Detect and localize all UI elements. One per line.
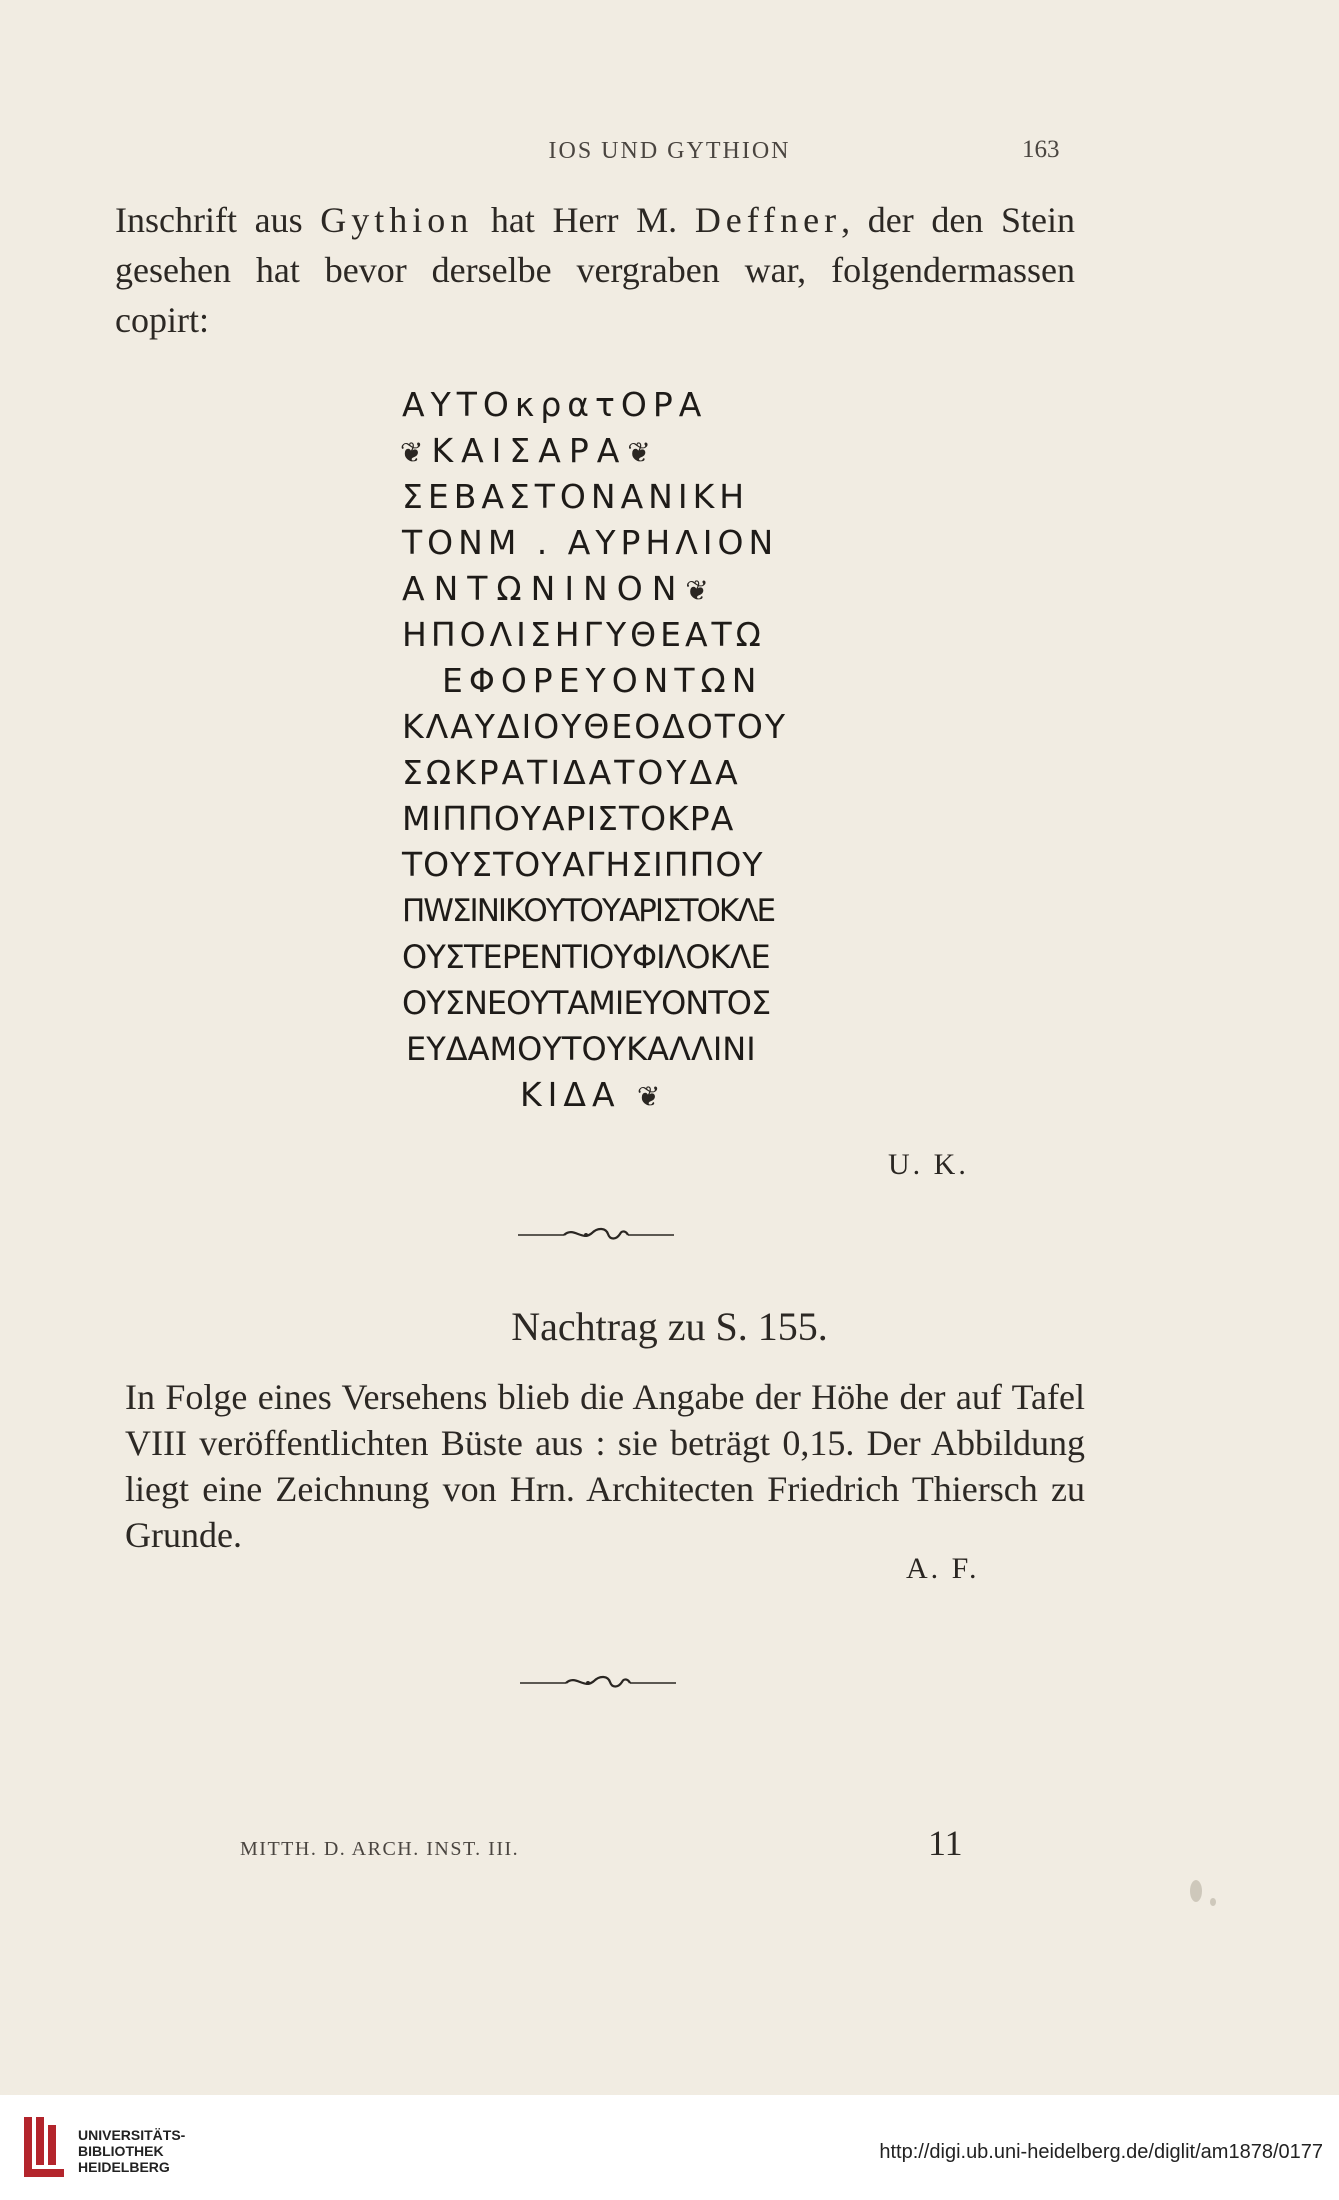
inscription-text: ΑΝΤΩΝΙΝΟΝ — [402, 569, 686, 608]
running-header: IOS UND GYTHION — [548, 138, 791, 164]
inscription-line: ΤΟΥΣΤΟΥΑΓΗΣΙΠΠΟΥ — [402, 845, 764, 884]
leaf-ornament-icon: ❦ — [400, 436, 432, 469]
inscription-text: ΚΙΔΑ — [520, 1075, 621, 1114]
paper-stain — [1190, 1880, 1202, 1902]
inscription-line: ΟΥΣΤΕΡΕΝΤΙΟΥΦΙΛΟΚΛΕ — [402, 938, 770, 976]
inscription-line: ΤΟΝΜ . ΑΥΡΗΛΙΟΝ — [402, 523, 779, 562]
leaf-ornament-icon: ❦ — [627, 436, 659, 469]
library-name-line: HEIDELBERG — [78, 2159, 170, 2175]
inscription-line: ΜΙΠΠΟΥΑΡΙΣΤΟΚΡΑ — [402, 799, 735, 838]
inscription-line — [400, 428, 659, 474]
separator-ornament-icon — [516, 1222, 676, 1246]
library-logo-icon — [20, 2115, 68, 2179]
inscription-line: ΕΦΟΡΕΥΟΝΤΩΝ — [442, 661, 763, 700]
inscription-line: ΠWΣΙΝΙΚΟΥΤΟΥΑΡΙΣΤΟΚΛΕ — [402, 893, 775, 929]
inscription-line: ΣΩΚΡΑΤΙΔΑΤΟΥΔΑ — [402, 753, 741, 792]
inscription-line: ΚΛΑΥΔΙΟΥΘΕΟΔΟΤΟΥ — [402, 707, 788, 746]
section-paragraph: In Folge eines Versehens blieb die Angabe der Höhe der auf Tafel VIII veröffentlichten Büste aus : sie beträgt 0,15. Der Abbildung liegt eine Zeichnung von Hrn. Architecten Friedrich Thiersch zu Grunde. — [125, 1377, 1085, 1555]
inscription-line: ΑΥΤΟκρατΟΡΑ — [402, 385, 708, 424]
intro-person: Deffner — [694, 200, 842, 240]
section-title: Nachtrag zu S. 155. — [511, 1304, 828, 1349]
leaf-ornament-icon: ❦ — [685, 574, 718, 607]
inscription-line — [520, 1072, 667, 1118]
library-footer — [0, 2095, 1339, 2200]
footer-reference: MITTH. D. ARCH. INST. III. — [240, 1838, 520, 1860]
intro-paragraph — [115, 195, 1075, 345]
intro-text: hat Herr M. — [473, 200, 695, 240]
intro-place: Gythion — [320, 200, 474, 240]
inscription-line: ΣΕΒΑΣΤΟΝΑΝΙΚΗ — [402, 477, 750, 516]
separator-ornament-icon — [518, 1670, 678, 1694]
signature-af: A. F. — [906, 1552, 980, 1585]
library-name — [78, 2127, 185, 2175]
paper-stain — [1210, 1898, 1216, 1906]
library-url-link[interactable]: http://digi.ub.uni-heidelberg.de/diglit/am1878/0177 — [879, 2141, 1323, 2163]
page-number: 163 — [1022, 136, 1060, 163]
library-name-line: BIBLIOTHEK — [78, 2143, 164, 2159]
inscription-line: ΕΥΔΑΜΟΥΤΟΥΚΑΛΛΙΝΙ — [406, 1030, 756, 1068]
inscription-line — [402, 566, 718, 612]
footer-sheet-number: 11 — [928, 1823, 963, 1863]
intro-text: Inschrift aus — [115, 200, 321, 240]
inscription-line: ΟΥΣΝΕΟΥΤΑΜΙΕΥΟΝΤΟΣ — [402, 984, 771, 1022]
inscription-line: ΗΠΟΛΙΣΗΓΥΘΕΑΤΩ — [402, 615, 765, 654]
inscription-text: ΚΑΙΣΑΡΑ — [431, 431, 628, 470]
leaf-ornament-icon: ❦ — [637, 1080, 667, 1113]
library-name-line: UNIVERSITÄTS- — [78, 2127, 186, 2143]
signature-uk: U. K. — [888, 1148, 969, 1181]
intro-text: , der den Stein gesehen hat bevor derselbe vergraben war, folgendermassen copirt: — [115, 200, 1075, 340]
